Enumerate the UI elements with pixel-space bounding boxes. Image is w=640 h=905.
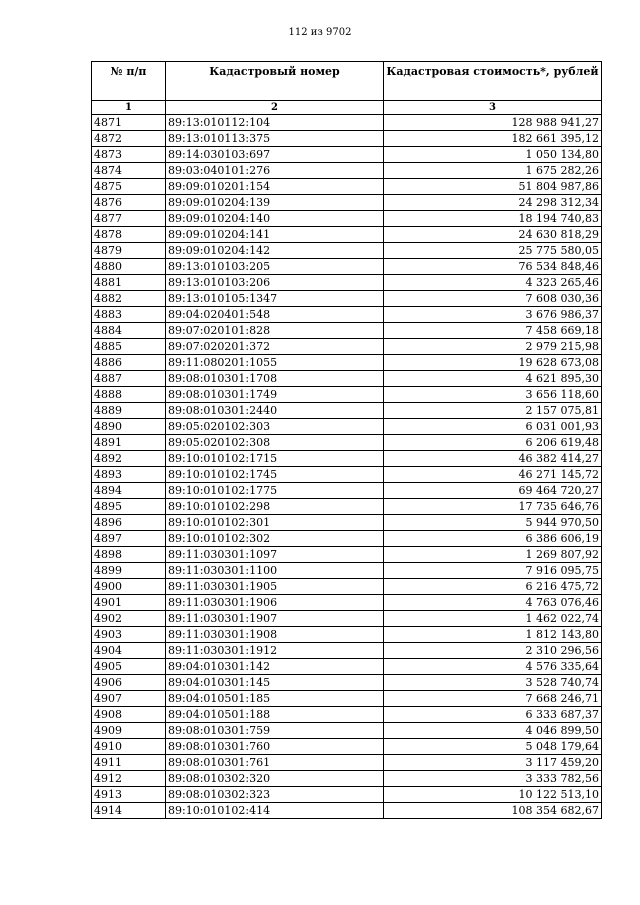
cadastral-number: 89:11:030301:1905 [166,579,384,595]
cadastral-number: 89:08:010301:1708 [166,371,384,387]
cadastral-value: 18 194 740,83 [384,211,602,227]
table-row [92,803,602,819]
cadastral-value: 7 608 030,36 [384,291,602,307]
row-index: 4913 [92,787,166,803]
cadastral-number: 89:08:010302:320 [166,771,384,787]
cadastral-number: 89:09:010204:139 [166,195,384,211]
cadastral-value: 7 458 669,18 [384,323,602,339]
cadastral-number: 89:04:010301:142 [166,659,384,675]
cadastral-value: 128 988 941,27 [384,115,602,131]
row-index: 4908 [92,707,166,723]
cadastral-number: 89:04:020401:548 [166,307,384,323]
table-row [92,499,602,515]
row-index: 4881 [92,275,166,291]
table-row [92,179,602,195]
table-row [92,451,602,467]
cadastral-number: 89:08:010301:760 [166,739,384,755]
table-row [92,563,602,579]
cadastral-value: 7 668 246,71 [384,691,602,707]
cadastral-value: 4 621 895,30 [384,371,602,387]
table-row [92,739,602,755]
table-row [92,403,602,419]
cadastral-value: 4 323 265,46 [384,275,602,291]
row-index: 4900 [92,579,166,595]
row-index: 4906 [92,675,166,691]
row-index: 4872 [92,131,166,147]
row-index: 4887 [92,371,166,387]
cadastral-value: 17 735 646,76 [384,499,602,515]
cadastral-number: 89:08:010301:1749 [166,387,384,403]
table-row [92,531,602,547]
row-index: 4905 [92,659,166,675]
row-index: 4884 [92,323,166,339]
cadastral-value: 182 661 395,12 [384,131,602,147]
table-row [92,371,602,387]
row-index: 4874 [92,163,166,179]
cadastral-value: 5 944 970,50 [384,515,602,531]
table-row [92,163,602,179]
cadastral-value: 6 031 001,93 [384,419,602,435]
table-row [92,387,602,403]
cadastral-value: 2 157 075,81 [384,403,602,419]
cadastral-number: 89:10:010102:1745 [166,467,384,483]
table-row [92,147,602,163]
cadastral-value: 3 333 782,56 [384,771,602,787]
cadastral-value: 6 216 475,72 [384,579,602,595]
row-index: 4899 [92,563,166,579]
header-row [92,62,602,101]
cadastral-number: 89:08:010301:761 [166,755,384,771]
row-index: 4904 [92,643,166,659]
cadastral-number: 89:07:020101:828 [166,323,384,339]
row-index: 4890 [92,419,166,435]
cadastral-value: 6 333 687,37 [384,707,602,723]
table-row [92,755,602,771]
cadastral-value: 3 117 459,20 [384,755,602,771]
row-index: 4909 [92,723,166,739]
cadastral-value: 24 298 312,34 [384,195,602,211]
cadastral-value: 69 464 720,27 [384,483,602,499]
table-row [92,611,602,627]
table-row [92,323,602,339]
table-row [92,579,602,595]
table-row [92,419,602,435]
row-index: 4910 [92,739,166,755]
row-index: 4886 [92,355,166,371]
table-row [92,691,602,707]
header-numbering-row [92,101,602,115]
table-row [92,547,602,563]
cadastral-value: 5 048 179,64 [384,739,602,755]
table-row [92,195,602,211]
row-index: 4901 [92,595,166,611]
cadastral-value: 3 528 740,74 [384,675,602,691]
table-row [92,483,602,499]
cadastral-number: 89:14:030103:697 [166,147,384,163]
row-index: 4888 [92,387,166,403]
cadastral-value: 4 763 076,46 [384,595,602,611]
header-number-2: 2 [166,101,384,115]
row-index: 4891 [92,435,166,451]
table-row [92,675,602,691]
cadastral-value: 6 206 619,48 [384,435,602,451]
row-index: 4895 [92,499,166,515]
row-index: 4903 [92,627,166,643]
cadastral-number: 89:09:010204:142 [166,243,384,259]
cadastral-value: 76 534 848,46 [384,259,602,275]
cadastral-value: 51 804 987,86 [384,179,602,195]
cadastral-number: 89:08:010301:759 [166,723,384,739]
row-index: 4885 [92,339,166,355]
table-row [92,291,602,307]
table-row [92,355,602,371]
row-index: 4871 [92,115,166,131]
cadastral-number: 89:09:010204:141 [166,227,384,243]
cadastral-number: 89:10:010102:302 [166,531,384,547]
cadastral-value-table [91,61,602,819]
table-row [92,595,602,611]
cadastral-number: 89:03:040101:276 [166,163,384,179]
row-index: 4902 [92,611,166,627]
table-row [92,723,602,739]
table-row [92,467,602,483]
cadastral-number: 89:13:010103:205 [166,259,384,275]
table-row [92,307,602,323]
header-number-1: 1 [92,101,166,115]
header-index: № п/п [92,62,166,101]
cadastral-value: 3 676 986,37 [384,307,602,323]
cadastral-value: 19 628 673,08 [384,355,602,371]
table-row [92,435,602,451]
cadastral-value: 1 462 022,74 [384,611,602,627]
cadastral-number: 89:10:010102:298 [166,499,384,515]
row-index: 4907 [92,691,166,707]
row-index: 4878 [92,227,166,243]
cadastral-number: 89:08:010301:2440 [166,403,384,419]
table-row [92,115,602,131]
cadastral-number: 89:04:010501:185 [166,691,384,707]
table-row [92,131,602,147]
cadastral-value: 7 916 095,75 [384,563,602,579]
cadastral-value: 2 310 296,56 [384,643,602,659]
table-body [92,115,602,819]
table-row [92,515,602,531]
cadastral-number: 89:11:030301:1912 [166,643,384,659]
cadastral-value: 46 382 414,27 [384,451,602,467]
cadastral-number: 89:10:010102:301 [166,515,384,531]
cadastral-number: 89:11:030301:1906 [166,595,384,611]
cadastral-number: 89:11:030301:1097 [166,547,384,563]
row-index: 4914 [92,803,166,819]
cadastral-number: 89:11:080201:1055 [166,355,384,371]
page-number: 112 из 9702 [288,27,352,38]
table-row [92,259,602,275]
cadastral-value: 2 979 215,98 [384,339,602,355]
row-index: 4875 [92,179,166,195]
header-cadastral-value: Кадастровая стоимость*, рублей [384,62,602,101]
cadastral-number: 89:13:010105:1347 [166,291,384,307]
cadastral-number: 89:13:010112:104 [166,115,384,131]
cadastral-number: 89:04:010501:188 [166,707,384,723]
cadastral-value: 1 812 143,80 [384,627,602,643]
cadastral-number: 89:09:010201:154 [166,179,384,195]
table-row [92,787,602,803]
row-index: 4876 [92,195,166,211]
cadastral-value: 24 630 818,29 [384,227,602,243]
table-row [92,659,602,675]
header-number-3: 3 [384,101,602,115]
table-row [92,643,602,659]
table-row [92,627,602,643]
row-index: 4897 [92,531,166,547]
row-index: 4892 [92,451,166,467]
table-row [92,243,602,259]
cadastral-value: 25 775 580,05 [384,243,602,259]
row-index: 4912 [92,771,166,787]
cadastral-number: 89:05:020102:303 [166,419,384,435]
cadastral-number: 89:10:010102:414 [166,803,384,819]
table-row [92,211,602,227]
table-row [92,275,602,291]
cadastral-value: 6 386 606,19 [384,531,602,547]
cadastral-value: 108 354 682,67 [384,803,602,819]
row-index: 4880 [92,259,166,275]
cadastral-number: 89:09:010204:140 [166,211,384,227]
header-cadastral-number: Кадастровый номер [166,62,384,101]
table-row [92,707,602,723]
table-row [92,339,602,355]
cadastral-number: 89:11:030301:1908 [166,627,384,643]
cadastral-number: 89:05:020102:308 [166,435,384,451]
row-index: 4896 [92,515,166,531]
cadastral-value: 46 271 145,72 [384,467,602,483]
row-index: 4879 [92,243,166,259]
row-index: 4882 [92,291,166,307]
cadastral-value: 1 050 134,80 [384,147,602,163]
cadastral-value: 10 122 513,10 [384,787,602,803]
table-header [92,62,602,115]
cadastral-value: 1 269 807,92 [384,547,602,563]
cadastral-number: 89:10:010102:1775 [166,483,384,499]
cadastral-value: 4 046 899,50 [384,723,602,739]
cadastral-number: 89:10:010102:1715 [166,451,384,467]
cadastral-number: 89:07:020201:372 [166,339,384,355]
cadastral-number: 89:13:010103:206 [166,275,384,291]
row-index: 4873 [92,147,166,163]
row-index: 4894 [92,483,166,499]
cadastral-number: 89:04:010301:145 [166,675,384,691]
cadastral-number: 89:13:010113:375 [166,131,384,147]
table-row [92,771,602,787]
row-index: 4898 [92,547,166,563]
row-index: 4877 [92,211,166,227]
cadastral-value: 1 675 282,26 [384,163,602,179]
row-index: 4883 [92,307,166,323]
cadastral-value: 3 656 118,60 [384,387,602,403]
cadastral-number: 89:11:030301:1100 [166,563,384,579]
row-index: 4911 [92,755,166,771]
table-row [92,227,602,243]
row-index: 4889 [92,403,166,419]
cadastral-value: 4 576 335,64 [384,659,602,675]
cadastral-number: 89:08:010302:323 [166,787,384,803]
cadastral-number: 89:11:030301:1907 [166,611,384,627]
row-index: 4893 [92,467,166,483]
